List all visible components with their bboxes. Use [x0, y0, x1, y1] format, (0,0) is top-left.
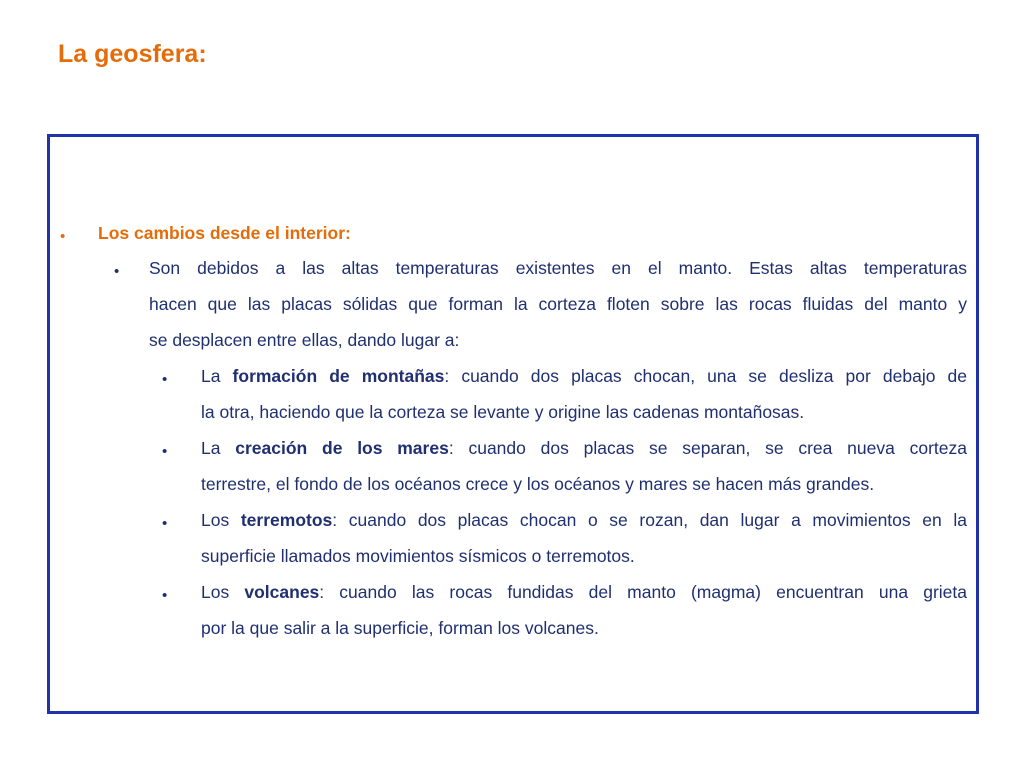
- intro-line-2: hacen que las placas sólidas que forman la corteza floten sobre las rocas fluidas del manto y: [149, 294, 967, 314]
- content-box: [47, 134, 979, 714]
- list-item-mares-line1: La creación de los mares: cuando dos placas se separan, se crea nueva corteza: [201, 438, 968, 458]
- list-item-volcanes-line1: Los volcanes: cuando las rocas fundidas del manto (magma) encuentran una grieta: [201, 582, 968, 602]
- bullet-level3: •: [162, 587, 168, 604]
- list-item-montanas-line2: la otra, haciendo que la corteza se levante y origine las cadenas montañosas.: [201, 402, 805, 422]
- term-mares: creación de los mares: [235, 438, 449, 458]
- page-title: La geosfera:: [58, 40, 207, 68]
- term-terremotos: terremotos: [240, 510, 333, 530]
- bullet-level2: •: [114, 263, 120, 280]
- list-item-montanas-line1: La formación de montañas: cuando dos placas chocan, una se desliza por debajo de: [201, 366, 967, 386]
- list-item-volcanes-line2: por la que salir a la superficie, forman los volcanes.: [201, 618, 599, 638]
- list-item-terremotos-line2: superficie llamados movimientos sísmicos o terremotos.: [201, 546, 635, 566]
- list-item-terremotos-line1: Los terremotos: cuando dos placas chocan o se rozan, dan lugar a movimientos en la: [201, 510, 967, 530]
- bullet-level1: •: [60, 228, 66, 245]
- intro-line-3: se desplacen entre ellas, dando lugar a:: [149, 330, 460, 350]
- intro-line-1: Son debidos a las altas temperaturas existentes en el manto. Estas altas temperaturas: [149, 258, 967, 278]
- bullet-level3: •: [162, 371, 168, 388]
- bullet-level3: •: [162, 443, 168, 460]
- list-item-mares-line2: terrestre, el fondo de los océanos crece y los océanos y mares se hacen más grandes.: [201, 474, 875, 494]
- term-volcanes: volcanes: [244, 582, 320, 602]
- bullet-level3: •: [162, 515, 168, 532]
- section-heading: Los cambios desde el interior:: [98, 223, 351, 243]
- term-montanas: formación de montañas: [232, 366, 445, 386]
